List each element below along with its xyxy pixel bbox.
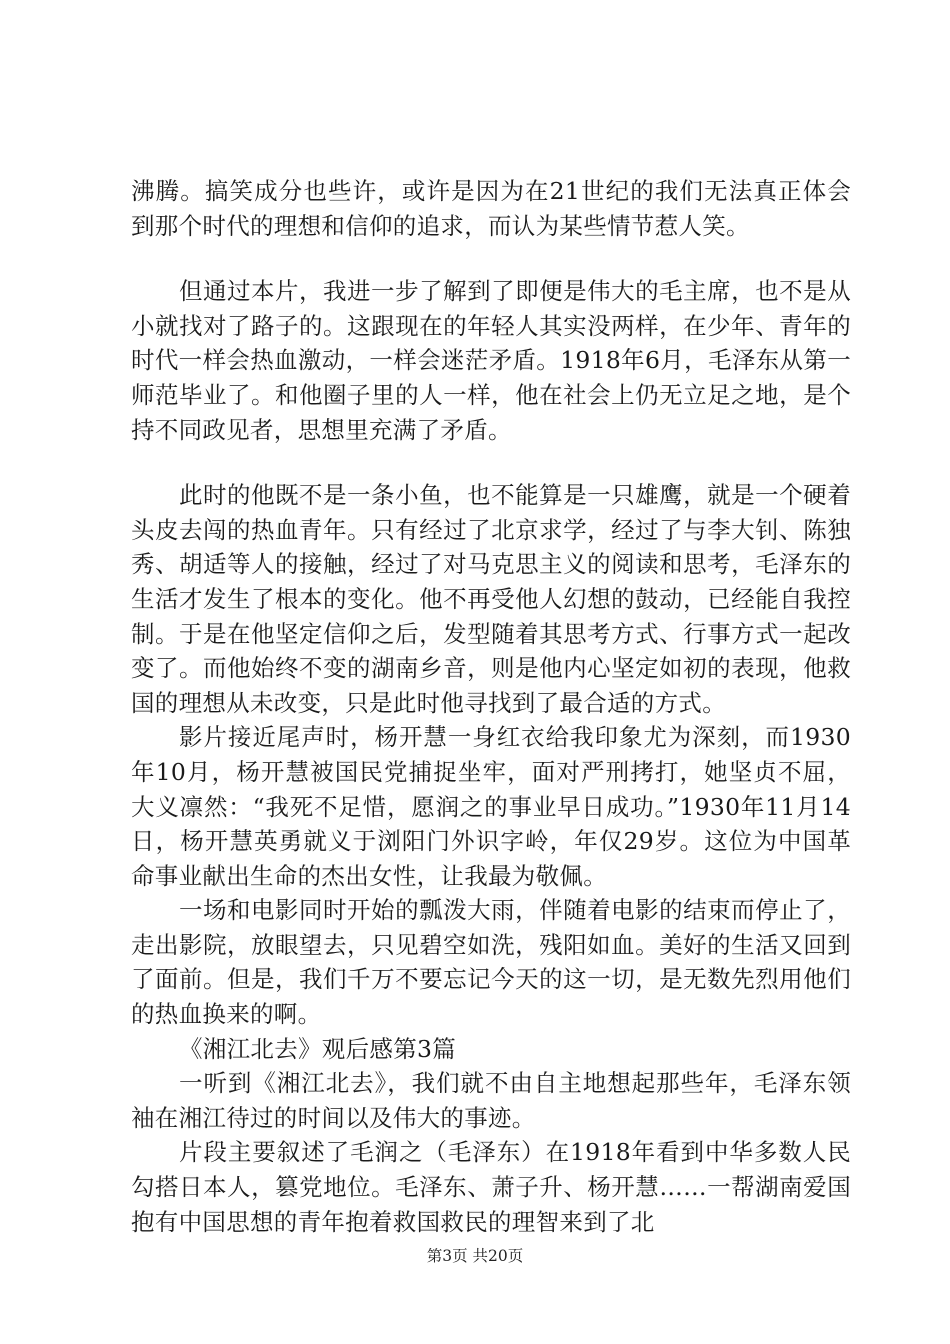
document-body — [131, 174, 851, 1239]
paragraph-continuation: 沸腾。搞笑成分也些许，或许是因为在21世纪的我们无法真正体会到那个时代的理想和信仰的追求，而认为某些情节惹人笑。 — [131, 177, 851, 240]
paragraph: 一听到《湘江北去》，我们就不由自主地想起那些年，毛泽东领袖在湘江待过的时间以及伟大的事迹。 — [131, 1069, 851, 1132]
paragraph: 片段主要叙述了毛润之（毛泽东）在1918年看到中华多数人民勾搭日本人，篡党地位。毛泽东、萧子升、杨开慧……一帮湖南爱国抱有中国思想的青年抱着救国救民的理智来到了北 — [131, 1138, 851, 1236]
paragraph: 影片接近尾声时，杨开慧一身红衣给我印象尤为深刻，而1930年10月，杨开慧被国民党捕捉坐牢，面对严刑拷打，她坚贞不屈，大义凛然：“我死不足惜，愿润之的事业早日成功。”1930年11月14日，杨开慧英勇就义于浏阳门外识字岭，年仅29岁。这位为中国革命事业献出生命的杰出女性，让我最为敬佩。 — [131, 723, 851, 890]
paragraph: 一场和电影同时开始的瓢泼大雨，伴随着电影的结束而停止了，走出影院，放眼望去，只见碧空如洗，残阳如血。美好的生活又回到了面前。但是，我们千万不要忘记今天的这一切，是无数先烈用他们的热血换来的啊。 — [131, 896, 851, 1029]
section-heading: 《湘江北去》观后感第3篇 — [179, 1034, 457, 1063]
paragraph: 但通过本片，我进一步了解到了即便是伟大的毛主席，也不是从小就找对了路子的。这跟现在的年轻人其实没两样，在少年、青年的时代一样会热血激动，一样会迷茫矛盾。1918年6月，毛泽东从第一师范毕业了。和他圈子里的人一样，他在社会上仍无立足之地，是个持不同政见者，思想里充满了矛盾。 — [131, 277, 851, 444]
paragraph: 此时的他既不是一条小鱼，也不能算是一只雄鹰，就是一个硬着头皮去闯的热血青年。只有经过了北京求学，经过了与李大钊、陈独秀、胡适等人的接触，经过了对马克思主义的阅读和思考，毛泽东的生活才发生了根本的变化。他不再受他人幻想的鼓动，已经能自我控制。于是在他坚定信仰之后，发型随着其思考方式、行事方式一起改变了。而他始终不变的湖南乡音，则是他内心坚定如初的表现，他救国的理想从未改变，只是此时他寻找到了最合适的方式。 — [131, 481, 851, 717]
page-footer: 第3页 共20页 — [426, 1247, 524, 1265]
